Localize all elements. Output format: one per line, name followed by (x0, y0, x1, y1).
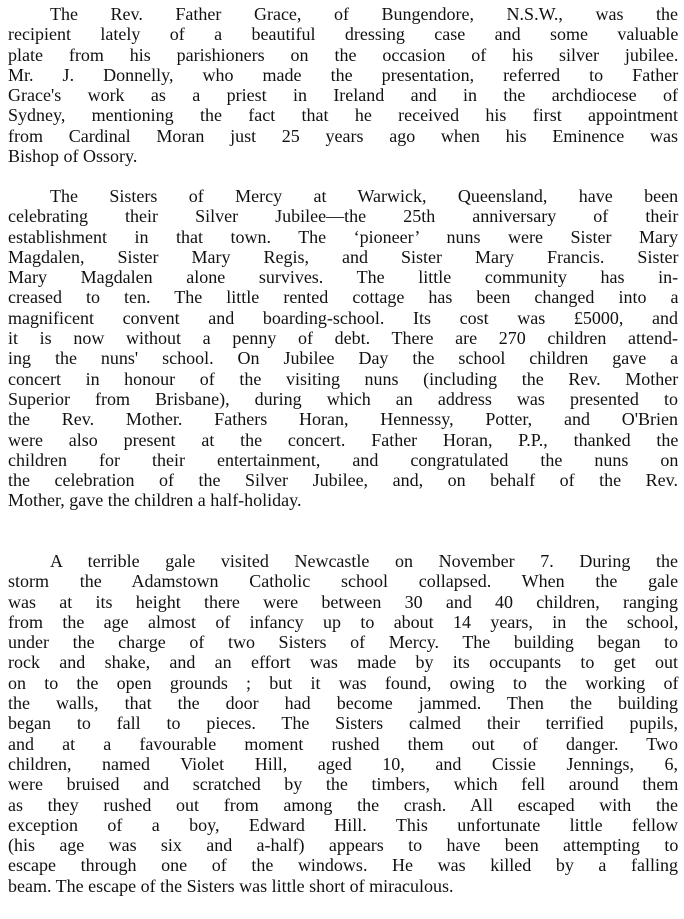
text-line: Mary Magdalen alone survives. The little community has in- (8, 267, 679, 288)
text-line: magnificent convent and boarding-school. Its cost was £5000, and (8, 307, 678, 328)
text-line: Magdalen, Sister Mary Regis, and Sister Mary Francis. Sister (8, 246, 679, 267)
text-line: Mother, gave the children a half-holiday. (8, 490, 302, 511)
paragraph-newcastle-gale (8, 551, 678, 896)
text-line: Grace's work as a priest in Ireland and in the archdiocese of (8, 85, 678, 106)
text-line: were also present at the concert. Father Horan, P.P., thanked the (8, 429, 679, 450)
text-line: the walls, that the door had become jammed. Then the building (8, 693, 678, 714)
paragraph-father-grace-jubilee (8, 4, 678, 166)
text-line: began to fall to pieces. The Sisters calmed their terrified pupils, (8, 713, 678, 734)
text-line: it is now without a penny of debt. There are 270 children attend- (8, 328, 679, 349)
paragraph-sisters-of-mercy-warwick (8, 186, 678, 511)
text-line: The Rev. Father Grace, of Bungendore, N.S.W., was the (50, 4, 678, 24)
text-line: plate from his parishioners on the occasion of his silver jubilee. (8, 44, 679, 65)
text-line: creased to ten. The little rented cottage has been changed into a (8, 287, 679, 308)
text-line: ing the nuns' school. On Jubilee Day the school children gave a (8, 348, 679, 369)
text-line: establishment in that town. The ‘pioneer’ nuns were Sister Mary (8, 226, 678, 247)
text-line: Superior from Brisbane), during which an address was presented to (8, 388, 678, 409)
text-line: celebrating their Silver Jubilee—the 25th anniversary of their (8, 206, 679, 227)
text-line: storm the Adamstown Catholic school collapsed. When the gale (8, 571, 679, 592)
text-line: children, named Violet Hill, aged 10, and Cissie Jennings, 6, (8, 753, 678, 774)
text-line: from the age almost of infancy up to about 14 years, in the school, (8, 611, 679, 632)
text-line: under the charge of two Sisters of Mercy. The building began to (8, 632, 679, 653)
text-line: concert in honour of the visiting nuns (including the Rev. Mother (8, 368, 679, 389)
text-line: The Sisters of Mercy at Warwick, Queensland, have been (50, 186, 679, 206)
text-line: Bishop of Ossory. (8, 146, 138, 167)
text-line: from Cardinal Moran just 25 years ago when his Eminence was (8, 125, 678, 146)
text-line: was at its height there were between 30 and 40 children, ranging (8, 591, 678, 612)
text-line: beam. The escape of the Sisters was little short of miraculous. (8, 875, 454, 896)
text-line: recipient lately of a beautiful dressing case and some valuable (8, 24, 679, 45)
text-line: (his age was six and a-half) appears to have been attempting to (8, 835, 679, 856)
text-line: rock and shake, and an effort was made by its occupants to get out (8, 652, 678, 673)
text-line: the Rev. Mother. Fathers Horan, Hennessy, Potter, and O'Brien (8, 409, 678, 430)
text-line: escape through one of the windows. He was killed by a falling (8, 855, 678, 876)
text-line: were bruised and scratched by the timbers, which fell around them (8, 774, 679, 795)
text-line: A terrible gale visited Newcastle on November 7. During the (50, 551, 678, 571)
text-line: exception of a boy, Edward Hill. This unfortunate little fellow (8, 814, 678, 835)
text-line: the celebration of the Silver Jubilee, and, on behalf of the Rev. (8, 470, 678, 491)
text-line: Sydney, mentioning the fact that he received his first appointment (8, 105, 678, 126)
text-line: on to the open grounds ; but it was found, owing to the working of (8, 672, 679, 693)
text-line: Mr. J. Donnelly, who made the presentation, referred to Father (8, 64, 679, 85)
text-line: children for their entertainment, and congratulated the nuns on (8, 449, 679, 470)
text-line: and at a favourable moment rushed them out of danger. Two (8, 733, 678, 754)
text-line: as they rushed out from among the crash. All escaped with the (8, 794, 678, 815)
